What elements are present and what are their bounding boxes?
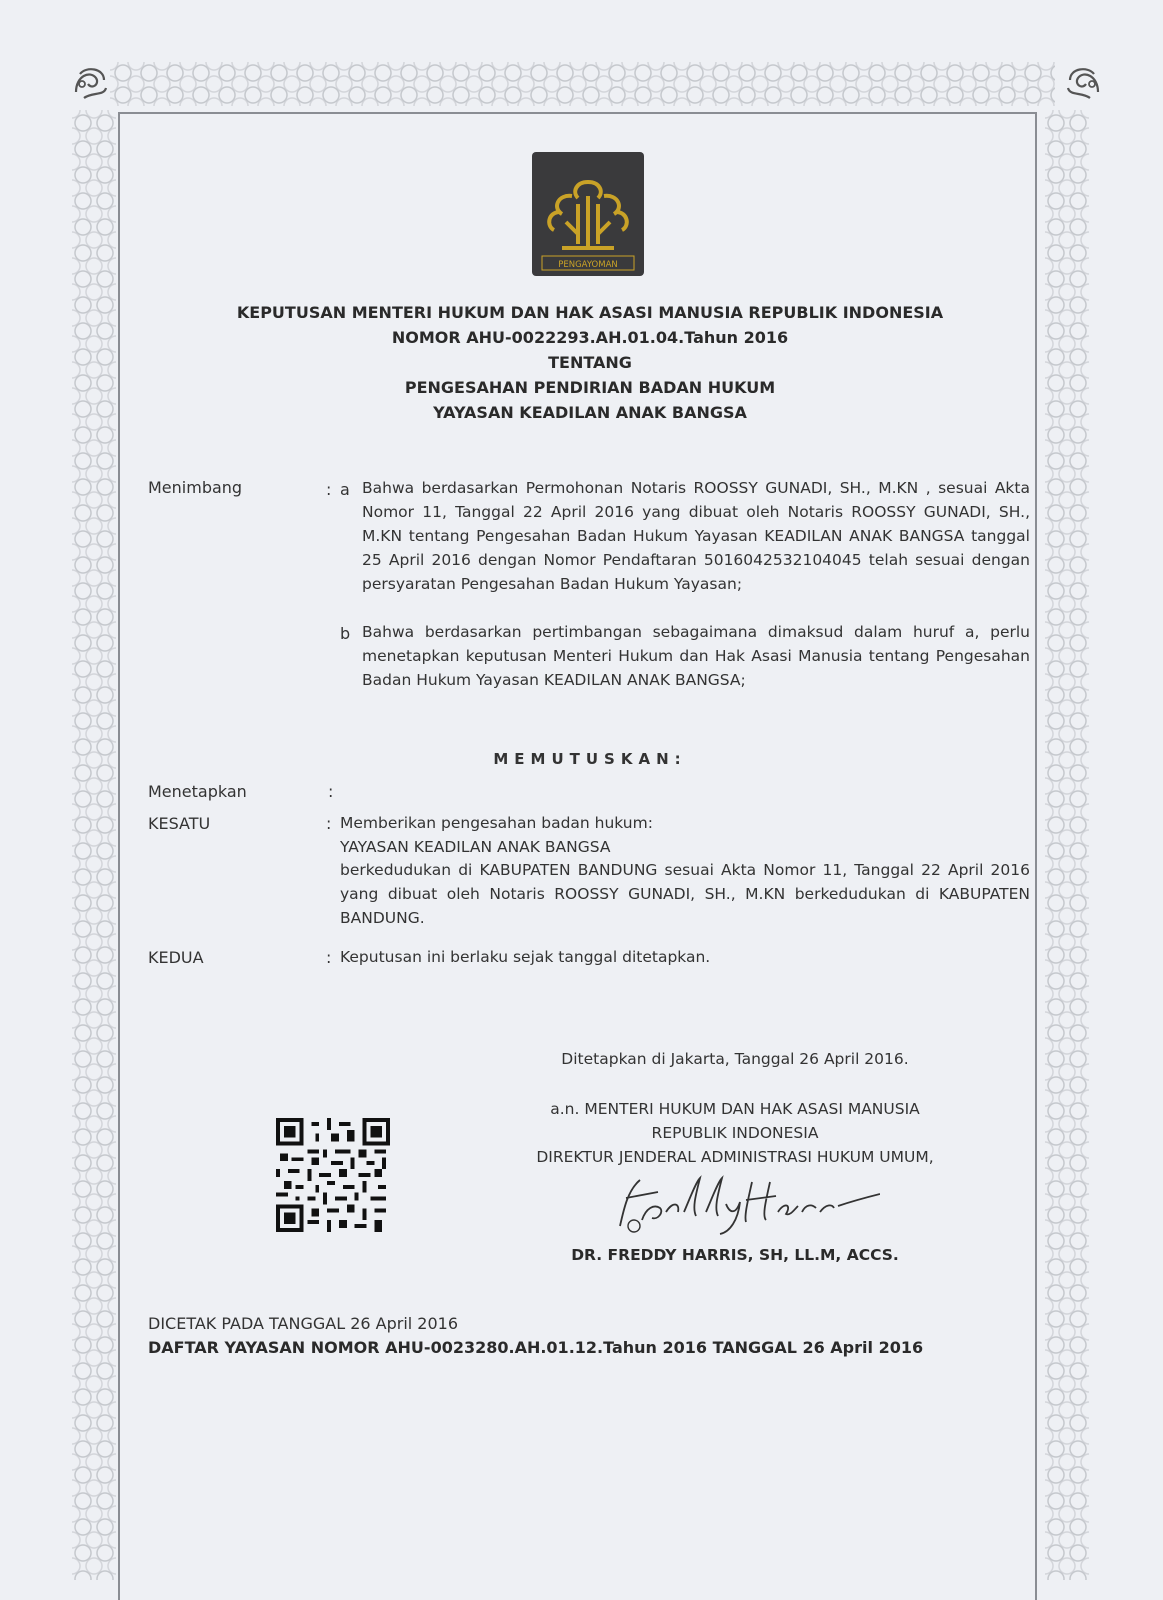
title-line: PENGESAHAN PENDIRIAN BADAN HUKUM <box>404 378 776 397</box>
on-behalf-line: REPUBLIK INDONESIA <box>651 1124 819 1142</box>
memutuskan-heading: MEMUTUSKAN: <box>493 750 687 768</box>
signatory-position: DIREKTUR JENDERAL ADMINISTRASI HUKUM UMUM, <box>536 1148 934 1166</box>
colon: : <box>326 948 332 967</box>
consideration-a: Bahwa berdasarkan Permohonan Notaris ROOSSY GUNADI, SH., M.KN , sesuai Akta Nomor 11, Tanggal 22 April 2016 yang dibuat oleh Notaris ROOSSY GUNADI, SH., M.KN tentang Pengesahan Badan Hukum Yayasan KEADILAN ANAK BANGSA tanggal 25 April 2016 dengan Nomor Pendaftaran 5016042532104045 telah sesuai dengan persyaratan Pengesahan Badan Hukum Yayasan; <box>362 479 1030 593</box>
colon: : <box>326 814 332 833</box>
handwritten-signature <box>580 1168 880 1238</box>
kedua-text: Keputusan ini berlaku sejak tanggal ditetapkan. <box>340 948 711 966</box>
corner-ornament-icon <box>1062 62 1104 104</box>
ornamental-border-right <box>1045 110 1089 1580</box>
menetapkan-label: Menetapkan <box>148 782 247 801</box>
qr-code-icon <box>276 1118 390 1232</box>
item-marker: a <box>340 480 350 499</box>
pengayoman-emblem-icon <box>532 152 644 276</box>
title-line: KEPUTUSAN MENTERI HUKUM DAN HAK ASASI MANUSIA REPUBLIK INDONESIA <box>236 303 944 322</box>
colon: : <box>328 782 334 801</box>
item-marker: b <box>340 624 351 643</box>
corner-ornament-icon <box>70 62 112 104</box>
on-behalf-line: a.n. MENTERI HUKUM DAN HAK ASASI MANUSIA <box>550 1100 920 1118</box>
printed-date: DICETAK PADA TANGGAL 26 April 2016 <box>148 1314 459 1333</box>
foundation-register-number: DAFTAR YAYASAN NOMOR AHU-0023280.AH.01.12.Tahun 2016 TANGGAL 26 April 2016 <box>148 1338 924 1357</box>
foundation-name: YAYASAN KEADILAN ANAK BANGSA <box>433 403 747 422</box>
kesatu-text: berkedudukan di KABUPATEN BANDUNG sesuai Akta Nomor 11, Tanggal 22 April 2016 yang dibuat oleh Notaris ROOSSY GUNADI, SH., M.KN berkedudukan di KABUPATEN BANDUNG. <box>340 861 1030 927</box>
menimbang-label: Menimbang <box>148 478 243 497</box>
place-date: Ditetapkan di Jakarta, Tanggal 26 April 2016. <box>561 1050 909 1068</box>
ornamental-border-left <box>72 110 116 1580</box>
kesatu-label: KESATU <box>148 814 211 833</box>
frame-line <box>118 112 120 1600</box>
ornamental-border-top <box>110 62 1055 106</box>
kesatu-foundation-name: YAYASAN KEADILAN ANAK BANGSA <box>340 838 611 856</box>
kesatu-line: Memberikan pengesahan badan hukum: <box>340 814 653 832</box>
signatory-name: DR. FREDDY HARRIS, SH, LL.M, ACCS. <box>571 1246 899 1264</box>
document-title <box>200 300 980 425</box>
frame-line <box>1035 112 1037 1600</box>
colon: : <box>326 480 332 499</box>
title-line: TENTANG <box>548 353 632 372</box>
emblem-caption: PENGAYOMAN <box>558 260 618 270</box>
kedua-label: KEDUA <box>148 948 204 967</box>
frame-line <box>118 112 1037 114</box>
consideration-b: Bahwa berdasarkan pertimbangan sebagaimana dimaksud dalam huruf a, perlu menetapkan keputusan Menteri Hukum dan Hak Asasi Manusia tentang Pengesahan Badan Hukum Yayasan KEADILAN ANAK BANGSA; <box>362 623 1030 689</box>
decree-number: NOMOR AHU-0022293.AH.01.04.Tahun 2016 <box>391 328 789 347</box>
